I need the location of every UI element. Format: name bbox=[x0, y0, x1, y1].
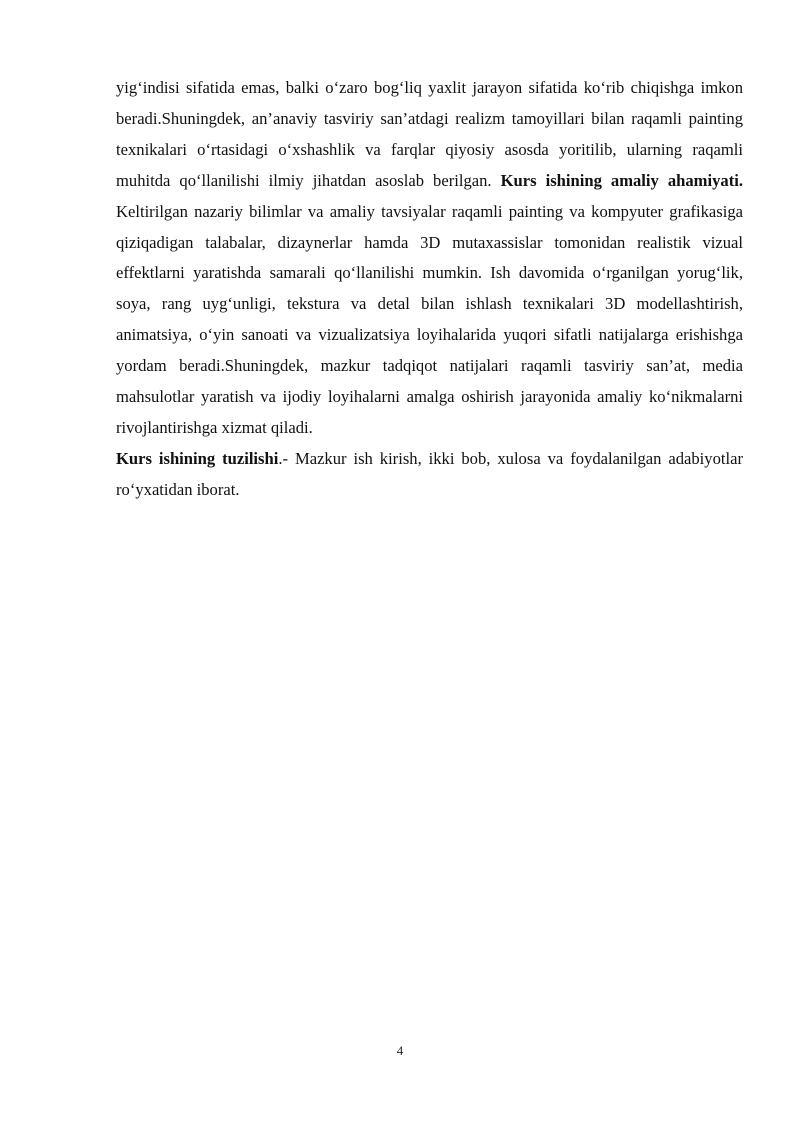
section-heading-structure: Kurs ishining tuzilishi bbox=[116, 448, 279, 468]
page-number: 4 bbox=[396, 1043, 404, 1058]
paragraph-text: .- Mazkur ish kirish, ikki bob, xulosa va foydalanilgan adabiyotlar ro‘yxatidan iborat. bbox=[116, 448, 743, 499]
paragraph-practical-significance bbox=[116, 73, 743, 444]
section-heading-practical-significance: Kurs ishining amaliy ahamiyati. bbox=[500, 170, 743, 190]
paragraph-structure bbox=[116, 444, 743, 506]
paragraph-text: Keltirilgan nazariy bilimlar va amaliy tavsiyalar raqamli painting va kompyuter grafikasiga qiziqadigan talabalar, dizaynerlar hamda 3D mutaxassislar tomonidan realistik vizual effektlarni yaratishda samarali qo‘llanilishi mumkin. Ish davomida o‘rganilgan yorug‘lik, soya, rang uyg‘unligi, tekstura va detal bilan ishlash texnikalari 3D modellashtirish, animatsiya, o‘yin sanoati va vizualizatsiya loyihalarida yuqori sifatli natijalarga erishishga yordam beradi.Shuningdek, mazkur tadqiqot natijalari raqamli tasviriy san’at, media mahsulotlar yaratish va ijodiy loyihalarni amalga oshirish jarayonida amaliy ko‘nikmalarni rivojlantirishga xizmat qiladi. bbox=[116, 201, 743, 437]
paragraph-text: yig‘indisi sifatida emas, balki o‘zaro bog‘liq yaxlit jarayon sifatida ko‘rib chiqishga imkon beradi.Shuningdek, an’anaviy tasviriy san’atdagi realizm tamoyillari bilan raqamli painting texnikalari o‘rtasidagi o‘xshashlik va farqlar qiyosiy asosda yoritilib, ularning raqamli muhitda qo‘llanilishi ilmiy jihatdan asoslab berilgan. bbox=[116, 78, 743, 190]
page-body bbox=[116, 73, 743, 506]
